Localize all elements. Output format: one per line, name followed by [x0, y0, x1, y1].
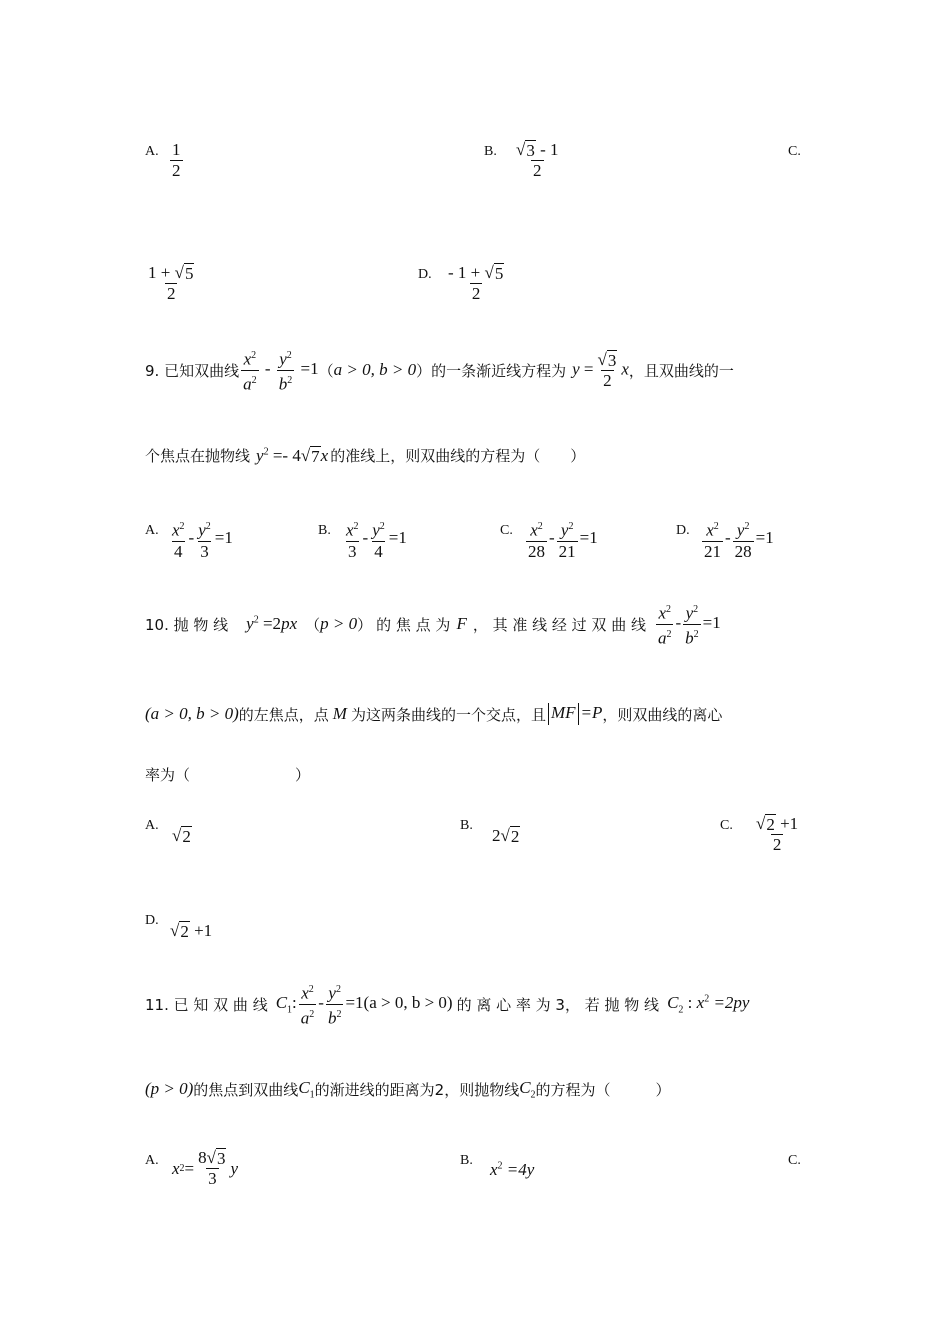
q10-option-c-label: C. [720, 818, 733, 833]
q9-stem-line-2 [145, 445, 585, 466]
q9-condition: a > 0, b > 0 [333, 360, 417, 380]
q11-c1-ref: $C_1$ [298, 1078, 315, 1101]
q8-option-b-label: B. [484, 144, 497, 159]
q10-point: M [332, 704, 347, 724]
q10-condition-p: p > 0 [320, 614, 358, 634]
q9-option-a-value: $\frac{x^2}{4}$ - $\frac{y^2}{3}$ =1 [172, 520, 233, 561]
q10-stem-line-1: 10. 抛 物 线 $y^2 =2px$ （ p > 0 ） 的 焦 点 为 F ， 其 准 线 经 过 双 曲 线 $\frac{x^2}{a^2}$ - $\frac{y^2}{b^2}$ =1 [145, 600, 721, 648]
q11-option-b-label: B. [460, 1153, 473, 1168]
q10-option-a-label: A. [145, 818, 159, 833]
q11-c1-eq: $C_1$: $\frac{x^2}{a^2}$ - $\frac{y^2}{b^2}$ =1(a > 0, b > 0) [275, 983, 453, 1028]
q10-mf-eq: MF =P [546, 703, 602, 725]
q9-text-5: 的准线上，则双曲线的方程为（ ） [330, 447, 586, 465]
q10-text-6: ，则双曲线的离心 [602, 705, 723, 724]
q9-parabola-eq: $y^2 =- 4$ √ 7 x [256, 445, 329, 466]
q11-text-5: 的方程为（ ） [535, 1080, 671, 1099]
q10-option-c-value: √ 2 +1 2 [756, 814, 799, 854]
q9-option-c-value: $\frac{x^2}{28}$ - $\frac{y^2}{21}$ =1 [528, 520, 598, 561]
q11-text-2: 的 离 心 率 为 3， 若 抛 物 线 [456, 995, 660, 1014]
q9-hyperbola-eq: $\frac{x^2}{a^2}$ - $\frac{y^2}{b^2}$ =1 [243, 349, 319, 394]
q9-stem-line-1: 9. 已知双曲线 $\frac{x^2}{a^2}$ - $\frac{y^2}{b^2}$ =1 （ a > 0, b > 0 ） 的一条渐近线方程为 y = √ 3 2 x ，且双曲线的一 [145, 346, 734, 394]
q9-text-3: ，且双曲线的一 [628, 361, 734, 380]
q9-option-d-value: $\frac{x^2}{21}$ - $\frac{y^2}{28}$ =1 [704, 520, 774, 561]
q10-text-5: 为这两条曲线的一个交点，且 [350, 705, 546, 724]
q9-asymptote-eq: y = √ 3 2 x [572, 349, 629, 390]
q11-stem-line-2 [145, 1078, 671, 1100]
q8-option-b-value: √ 3 - 1 2 [516, 140, 559, 180]
q11-option-c-label: C. [788, 1153, 801, 1168]
q9-text-4: 个焦点在抛物线 [145, 447, 251, 465]
q11-option-a-value: x 2 = 8 √ 3 3 y [172, 1148, 239, 1188]
q10-stem-line-2 [145, 703, 722, 725]
q9-option-d-label: D. [676, 523, 690, 538]
q10-parabola-eq: $y^2 =2px$ [246, 614, 298, 634]
q10-hyperbola-eq: $\frac{x^2}{a^2}$ - $\frac{y^2}{b^2}$ =1 [657, 603, 721, 648]
q11-c2-eq: $C_2$ : $x^2 =2py$ [667, 992, 750, 1016]
q11-c2-ref: $C_2$ [519, 1078, 536, 1101]
q11-text-1: 11. 已 知 双 曲 线 [145, 995, 268, 1014]
q9-option-c-label: C. [500, 523, 513, 538]
q9-text-2: 的一条渐近线方程为 [431, 361, 567, 380]
q8-option-a-value: $\frac{1}{2}$ [172, 140, 181, 180]
q9-option-a-label: A. [145, 523, 159, 538]
q10-condition-ab: (a > 0, b > 0) [145, 704, 239, 724]
q10-text-7: 率为（ ） [145, 766, 311, 784]
q10-focus: F [456, 614, 467, 634]
q10-text-3: ， 其 准 线 经 过 双 曲 线 [472, 615, 646, 634]
q8-option-c-label: C. [788, 144, 801, 159]
q8-option-c-value: 1 + √ 5 2 [148, 263, 194, 303]
q10-option-d-label: D. [145, 913, 159, 928]
q11-text-4: 的渐进线的距离为2，则抛物线 [314, 1080, 520, 1099]
q10-option-a-value: √ 2 [172, 826, 191, 846]
q9-option-b-label: B. [318, 523, 331, 538]
q11-option-b-value: $x^2 =4y$ [490, 1160, 535, 1179]
q10-text-1: 10. 抛 物 线 [145, 615, 229, 634]
q9-option-b-value: $\frac{x^2}{3}$ - $\frac{y^2}{4}$ =1 [346, 520, 407, 561]
q10-option-b-value: 2 √ 2 [492, 826, 520, 846]
q11-text-3: 的焦点到双曲线 [193, 1080, 299, 1099]
q8-option-d-value: - 1 + √ 5 2 [448, 263, 504, 303]
q8-option-d-label: D. [418, 267, 432, 282]
q10-text-2: 的 焦 点 为 [376, 615, 451, 634]
q11-condition-p: (p > 0) [145, 1079, 194, 1099]
q11-option-a-label: A. [145, 1153, 159, 1168]
q10-option-b-label: B. [460, 818, 473, 833]
q11-stem-line-1 [145, 980, 749, 1028]
q10-text-4: 的左焦点，点 [238, 705, 329, 724]
q8-option-a-label: A. [145, 144, 159, 159]
q9-text-1: 9. 已知双曲线 [145, 361, 240, 380]
q10-option-d-value: √ 2 +1 [170, 921, 213, 941]
